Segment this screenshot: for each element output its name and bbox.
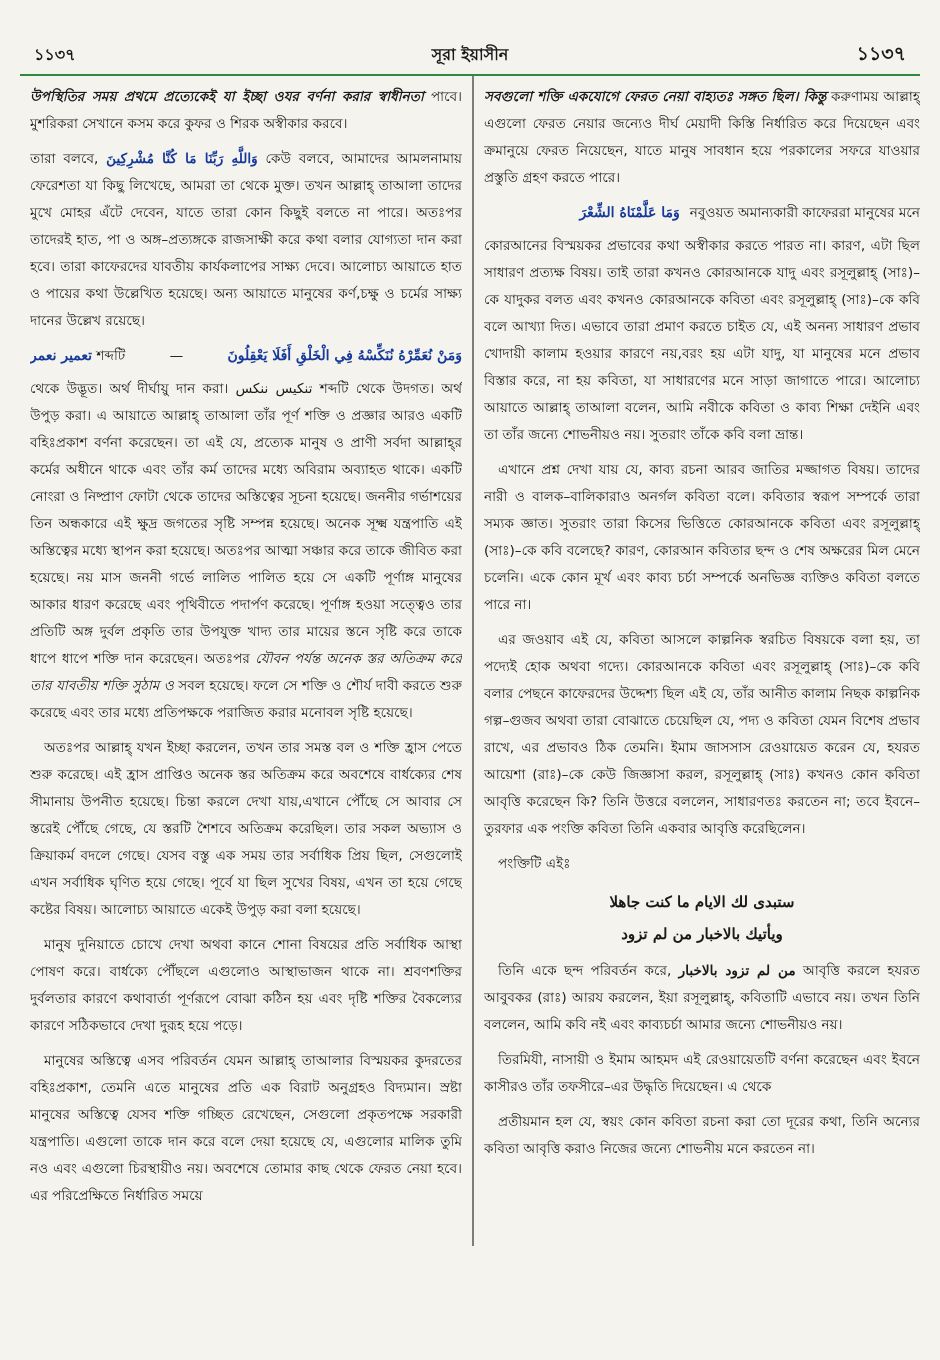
paragraph — [484, 84, 920, 192]
arabic-quote: من لم تزود بالاخبار — [678, 963, 796, 979]
arabic-verse: وَمَا عَلَّمْنَاهُ الشِّعْرَ — [579, 205, 680, 221]
heading-suffix: শব্দটি — [96, 348, 126, 364]
paragraph-text: তারা বলবে, — [30, 151, 99, 167]
paragraph: পংক্তিটি এইঃ — [498, 856, 571, 872]
emphasized-text: উপস্থিতির সময় প্রথমে প্রত্যেকেই যা ইচ্ছা ওযর বর্ণনা করার স্বাধীনতা — [30, 89, 424, 105]
paragraph-text: কেউ বলবে, আমাদের আমলনামায় ফেরেশতা যা কিছু লিখেছে, আমরা তা থেকে মুক্ত। তখন আল্লাহ্ তাআলা তাদের মুখে মোহর এঁটে দেবেন, যাতে তারা কোন কিছুই বলতে না পারে। অতঃপর তাদেরই হাত, পা ও অঙ্গ–প্রত্যঙ্গকে রাজসাক্ষী করে কথা বলার যোগ্যতা দান করা হবে। তারা কাফেরদের যাবতীয় কার্যকলাপের সাক্ষ্য দেবে। আলোচ্য আয়াতে হাত ও পায়ের কথা উল্লেখিত হয়েছে। অন্য আয়াতে মানুষের কর্ণ,চক্ষু ও চর্মের সাক্ষ্য দানের উল্লেখ রয়েছে। — [30, 151, 462, 329]
paragraph-text: তিনি একে ছন্দ পরিবর্তন করে, — [498, 963, 672, 979]
arabic-verse: وَمَنْ نُعَمِّرْهُ نُنَكِّسْهُ فِي الْخَلْقِ أَفَلَا يَعْقِلُونَ — [227, 348, 462, 364]
paragraph: মানুষের অস্তিত্বে এসব পরিবর্তন যেমন আল্লাহ্ তাআলার বিস্ময়কর কুদরতের বহিঃপ্রকাশ, তেমনি এতে মানুষের প্রতি এক বিরাট অনুগ্রহও বিদ্যমান। স্রষ্টা মানুষের অস্তিত্বে যেসব শক্তি গচ্ছিত রেখেছেন, সেগুলো প্রকৃতপক্ষে সরকারী যন্ত্রপাতি। এগুলো তাকে দান করে বলে দেয়া হয়েছে যে, এগুলোর মালিক তুমি নও এবং এগুলো চিরস্থায়ীও নয়। অবশেষে তোমার কাছ থেকে ফেরত নেয়া হবে। এর পরিপ্রেক্ষিতে নির্ধারিত সময়ে — [30, 1053, 462, 1204]
paragraph: মানুষ দুনিয়াতে চোখে দেখা অথবা কানে শোনা বিষয়ের প্রতি সর্বাধিক আস্থা পোষণ করে। বার্ধক্যে পৌঁছলে এগুলোও আস্থাভাজন থাকে না। শ্রবণশক্তির দুর্বলতার কারণে কথাবার্তা পূর্ণরূপে বোঝা কঠিন হয় এবং দৃষ্টি শক্তির বৈকল্যের কারণে সঠিকভাবে দেখা দুরূহ হয়ে পড়ে। — [30, 937, 462, 1034]
paragraph-text: সবল হয়েছে। ফলে সে শক্তি ও শৌর্য দাবী করতে শুরু করেছে এবং তার মধ্যে প্রতিপক্ষকে পরাজিত করার মনোবল সৃষ্টি হয়েছে। — [30, 678, 462, 721]
page-number-left: ১১৩৭ — [34, 45, 76, 64]
verse-heading — [484, 200, 920, 227]
paragraph-text: পাবে। মুশরিকরা সেখানে কসম করে কুফর ও শিরক অস্বীকার করবে। — [30, 89, 462, 132]
poem-line: ويأتيك بالاخبار من لم تزود — [621, 925, 783, 943]
paragraph: তিরমিযী, নাসায়ী ও ইমাম আহমদ এই রেওয়ায়েতটি বর্ণনা করেছেন এবং ইবনে কাসীরও তাঁর তফসীরে–এর উদ্ধৃতি দিয়েছেন। এ থেকে — [484, 1052, 920, 1095]
emphasized-text: যৌবন পর্যন্ত অনেক স্তর অতিক্রম করে তার যাবতীয় শক্তি সুঠাম ও — [30, 651, 462, 694]
paragraph-text: করুণাময় আল্লাহ্ এগুলো ফেরত নেয়ার জন্যেও দীর্ঘ মেয়াদী কিস্তি নির্ধারিত করে দিয়েছেন এবং ক্রমানুয়ে ফেরত নিয়েছেন, যাতে মানুষ সাবধান হয়ে পরকালের সফরে যাওয়ার প্রস্তুতি গ্রহণ করতে পারে। — [484, 89, 920, 186]
surah-title: সূরা ইয়াসীন — [431, 45, 509, 64]
paragraph: প্রতীয়মান হল যে, স্বয়ং কোন কবিতা রচনা করা তো দূরের কথা, তিনি অন্যের কবিতা আবৃত্তি করাও নিজের জন্যে শোভনীয় মনে করতেন না। — [484, 1114, 920, 1157]
right-column — [484, 84, 920, 1254]
paragraph-text: আবৃত্তি করলে হযরত আবুবকর (রাঃ) আরয করলেন, ইয়া রসূলুল্লাহ্, কবিতাটি এভাবে নয়। তখন তিনি বললেন, আমি কবি নই এবং কাব্যচর্চা আমার জন্যে শোভনীয়ও নয়। — [484, 963, 920, 1033]
page-number-right: ১১৩৭ — [856, 43, 906, 65]
emphasized-text: সবগুলো শক্তি একযোগে ফেরত নেয়া বাহ্যতঃ সঙ্গত ছিল। কিন্তু — [484, 89, 827, 105]
verse-heading — [30, 343, 462, 370]
poem-verse — [484, 886, 920, 950]
column-divider — [472, 76, 474, 1246]
heading-text: নবুওয়ত অমান্যকারী কাফেররা মানুষের মনে — [689, 205, 920, 221]
paragraph: অতঃপর আল্লাহ্ যখন ইচ্ছা করলেন, তখন তার সমস্ত বল ও শক্তি হ্রাস পেতে শুরু করেছে। এই হ্রাস প্রাপ্তিও অনেক স্তর অতিক্রম করে অবশেষে বার্ধক্যের শেষ সীমানায় উপনীত হয়েছে। চিন্তা করলে দেখা যায়,এখানে পৌঁছে সে আবার সে স্তরেই পৌঁছে গেছে, যে স্তরটি শৈশবে অতিক্রম করেছিল। তার সকল অভ্যাস ও ক্রিয়াকর্ম বদলে গেছে। যেসব বস্তু এক সময় তার সর্বাধিক প্রিয় ছিল, সেগুলোই এখন সর্বাধিক ঘৃণিত হয়ে গেছে। পূর্বে যা ছিল সুখের বিষয়, এখন তা হয়ে গেছে কষ্টের বিষয়। আলোচ্য আয়াতে একেই উপুড় করা বলা হয়েছে। — [30, 740, 462, 918]
paragraph — [30, 84, 462, 138]
heading-dash: — — [169, 348, 184, 364]
paragraph: এখানে প্রশ্ন দেখা যায় যে, কাব্য রচনা আরব জাতির মজ্জাগত বিষয়। তাদের নারী ও বালক–বালিকারাও অনর্গল কবিতা বলে। কবিতার স্বরূপ সম্পর্কে তারা সম্যক জ্ঞাত। সুতরাং তারা কিসের ভিত্তিতে কোরআনকে কবিতা এবং রসূলুল্লাহ্ (সাঃ)–কে কবি বলেছে? কারণ, কোরআন কবিতার ছন্দ ও শেষ অক্ষরের মিল মেনে চলেনি। একে কোন মূর্খ এবং কাব্য চর্চা সম্পর্কে অনভিজ্ঞ ব্যক্তিও কবিতা বলতে পারে না। — [484, 462, 920, 613]
arabic-quote: وَاللَّهِ رَبِّنَا مَا كُنَّا مُشْرِكِينَ — [106, 151, 258, 167]
page-header — [20, 38, 920, 76]
paragraph — [30, 376, 462, 727]
paragraph-text: থেকে উদ্ভূত। অর্থ দীর্ঘায়ু দান করা। تنكيس ننكس শব্দটি থেকে উদগত। অর্থ উপুড় করা। এ আয়াতে আল্লাহ্ তাআলা তাঁর পূর্ণ শক্তি ও প্রজ্ঞার আরও একটি বহিঃপ্রকাশ বর্ণনা করেছেন। তা এই যে, প্রত্যেক মানুষ ও প্রাণী সর্বদা আল্লাহ্‌র কর্মের অধীনে থাকে এবং তাঁর কর্ম তাদের মধ্যে অবিরাম অব্যাহত থাকে। একটি নোংরা ও নিষ্প্রাণ ফোটা থেকে তাদের অস্তিত্বের সূচনা হয়েছে। জননীর গর্ভাশয়ের তিন অন্ধকারে এই ক্ষুদ্র জগতের সৃষ্টি সম্পন্ন হয়েছে। অনেক সূক্ষ্ম যন্ত্রপাতি এই অস্তিত্বের মধ্যে স্থাপন করা হয়েছে। অতঃপর আত্মা সঞ্চার করে তাকে জীবিত করা হয়েছে। নয় মাস জননী গর্ভে লালিত পালিত হয়ে সে একটি পূর্ণাঙ্গ মানুষের আকার ধারণ করেছে এবং পৃথিবীতে পদার্পণ করেছে। পূর্ণাঙ্গ হওয়া সত্ত্বেও তার প্রতিটি অঙ্গ দুর্বল প্রকৃতি তার উপযুক্ত খাদ্য তার মায়ের স্তনে সৃষ্টি করে তাকে ধাপে ধাপে শক্তি দান করেছেন। অতঃপর — [30, 381, 462, 667]
paragraph — [30, 146, 462, 335]
arabic-term: تعمير نعمر — [30, 348, 93, 364]
poem-line: ستبدى لك الايام ما كنت جاهلا — [609, 893, 795, 911]
paragraph — [484, 958, 920, 1039]
paragraph: এর জওয়াব এই যে, কবিতা আসলে কাল্পনিক স্বরচিত বিষয়কে বলা হয়, তা পদ্যেই হোক অথবা গদ্যে। কোরআনকে কবিতা এবং রসূলুল্লাহ্ (সাঃ)–কে কবি বলার পেছনে কাফেরদের উদ্দেশ্য ছিল এই যে, তাঁর আনীত কালাম নিছক কাল্পনিক গল্প–গুজব অথবা তারা বোঝাতে চেয়েছিল যে, পদ্য ও কবিতা যেমন বিশেষ প্রভাব রাখে, এর প্রভাবও ঠিক তেমনি। ইমাম জাসসাস রেওয়ায়েত করেন যে, হযরত আয়েশা (রাঃ)–কে কেউ জিজ্ঞাসা করল, রসূলুল্লাহ্ (সাঃ) কখনও কোন কবিতা আবৃত্তি করেছেন কি? তিনি উত্তরে বললেন, সাধারণতঃ করতেন না; তবে ইবনে–তুরফার এক পংক্তি কবিতা তিনি একবার আবৃত্তি করেছিলেন। — [484, 632, 920, 837]
paragraph: কোরআনের বিস্ময়কর প্রভাবের কথা অস্বীকার করতে পারত না। কারণ, এটা ছিল সাধারণ প্রত্যক্ষ বিষয়। তাই তারা কখনও কোরআনকে যাদু এবং রসূলুল্লাহ্ (সাঃ)–কে যাদুকর বলত এবং কখনও কোরআনকে কবিতা এবং রসূলুল্লাহ্ (সাঃ)–কে কবি বলে আখ্যা দিত। এভাবে তারা প্রমাণ করতে চাইত যে, এই অনন্য সাধারণ প্রভাব খোদায়ী কালাম হওয়ার কারণে নয়,বরং হয় এটা যাদু, যা মানুষের মনে প্রভাব বিস্তার করে, না হয় কবিতা, যা সাধারণের মনে সাড়া জাগাতে পারে। আলোচ্য আয়াতে আল্লাহ্ তাআলা বলেন, আমি নবীকে কবিতা ও কাব্য শিক্ষা দেইনি এবং তা তাঁর জন্যে শোভনীয়ও নয়। সুতরাং তাঁকে কবি বলা ভ্রান্ত। — [484, 238, 920, 443]
left-column — [30, 84, 462, 1244]
